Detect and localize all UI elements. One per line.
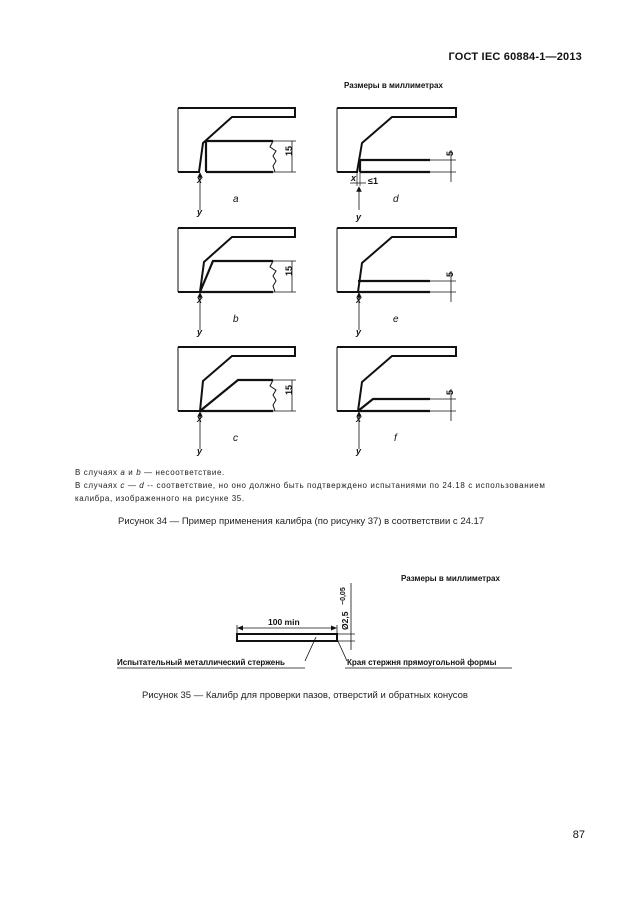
panel-b-x: x (197, 295, 203, 305)
panel-f-x: x (356, 414, 362, 424)
panel-c-y: y (197, 446, 203, 456)
fig35-rod-label: Испытательный металлический стержень (117, 658, 285, 667)
panel-d-x: x (351, 173, 357, 183)
figure-35-caption: Рисунок 35 — Калибр для проверки пазов, отверстий и обратных конусов (142, 690, 468, 701)
figure-34-caption: Рисунок 34 — Пример применения калибра (по рисунку 37) в соответствии с 24.17 (118, 516, 485, 527)
panel-a-x: x (197, 175, 203, 185)
fig35-edge-label: Края стержня прямоугольной формы (347, 658, 497, 667)
fig34-dims-note: Размеры в миллиметрах (344, 81, 443, 90)
panel-e-letter: e (393, 314, 399, 325)
panel-d-y: y (356, 212, 362, 222)
fig35-length-label: 100 min (268, 617, 300, 627)
fig35-dia-label: Ø2,5 (340, 611, 350, 630)
panel-b-dim: 15 (284, 265, 294, 276)
fig35-tol-label: −0,05 (340, 587, 347, 605)
panel-e-y: y (356, 327, 362, 337)
panel-f-letter: f (394, 433, 397, 444)
note-cd: В случаях c — d -- соответствие, но оно должно быть подтверждено испытаниями по 24.18 с использованием (75, 481, 546, 490)
panel-c-letter: c (233, 433, 238, 444)
panel-e-x: x (356, 295, 362, 305)
panel-d-extra-dim: ≤1 (368, 176, 378, 186)
standard-header: ГОСТ IEC 60884-1—2013 (448, 51, 582, 63)
panel-b (178, 228, 296, 337)
panel-f (337, 347, 456, 456)
panel-f-y: y (356, 446, 362, 456)
panel-a (178, 108, 296, 217)
panel-b-y: y (197, 327, 203, 337)
panel-c-dim: 15 (284, 384, 294, 395)
panel-d-letter: d (393, 194, 399, 205)
note-cd-cont: калибра, изображенного на рисунке 35. (75, 494, 245, 503)
panel-f-dim: 5 (445, 389, 455, 395)
panel-a-y: y (197, 207, 203, 217)
panel-e (337, 228, 456, 337)
panel-d (337, 108, 456, 222)
page-number: 87 (572, 829, 585, 841)
panel-a-letter: a (233, 194, 239, 205)
panel-a-dim: 15 (284, 145, 294, 156)
panel-d-dim: 5 (445, 150, 455, 156)
fig35-dims-note: Размеры в миллиметрах (401, 574, 500, 583)
panel-b-letter: b (233, 314, 239, 325)
figure-35-drawing (117, 583, 512, 668)
panel-e-dim: 5 (445, 271, 455, 277)
note-ab: В случаях a и b — несоответствие. (75, 468, 225, 477)
panel-c-x: x (197, 414, 203, 424)
panel-c (178, 347, 296, 456)
